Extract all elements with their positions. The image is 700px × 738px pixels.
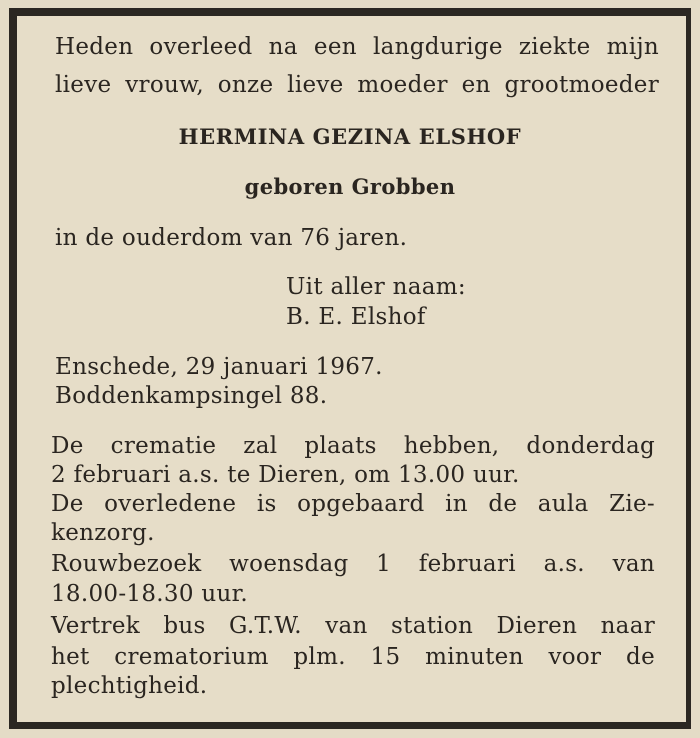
intro-line-2: lieve vrouw, onze lieve moeder en grootmoeder [55,72,659,98]
signoff-name: B. E. Elshof [286,304,426,330]
address: Boddenkampsingel 88. [55,383,328,409]
detail-line: De crematie zal plaats hebben, donderdag [51,433,655,459]
detail-line: Vertrek bus G.T.W. van station Dieren naar [51,613,655,639]
detail-line: het crematorium plm. 15 minuten voor de [51,644,655,670]
deceased-name: HERMINA GEZINA ELSHOF [178,124,522,149]
signoff-label: Uit aller naam: [286,274,466,300]
detail-line: De overledene is opgebaard in de aula Zie- [51,491,655,517]
place-date: Enschede, 29 januari 1967. [55,354,383,380]
detail-line: 18.00-18.30 uur. [51,581,248,607]
maiden-name: geboren Grobben [244,174,456,199]
detail-line: Rouwbezoek woensdag 1 februari a.s. van [51,551,655,577]
detail-line: kenzorg. [51,520,155,546]
intro-line-1: Heden overleed na een langdurige ziekte mijn [55,34,659,60]
detail-line: plechtigheid. [51,673,208,699]
detail-line: 2 februari a.s. te Dieren, om 13.00 uur. [51,462,520,488]
age-line: in de ouderdom van 76 jaren. [55,225,408,251]
